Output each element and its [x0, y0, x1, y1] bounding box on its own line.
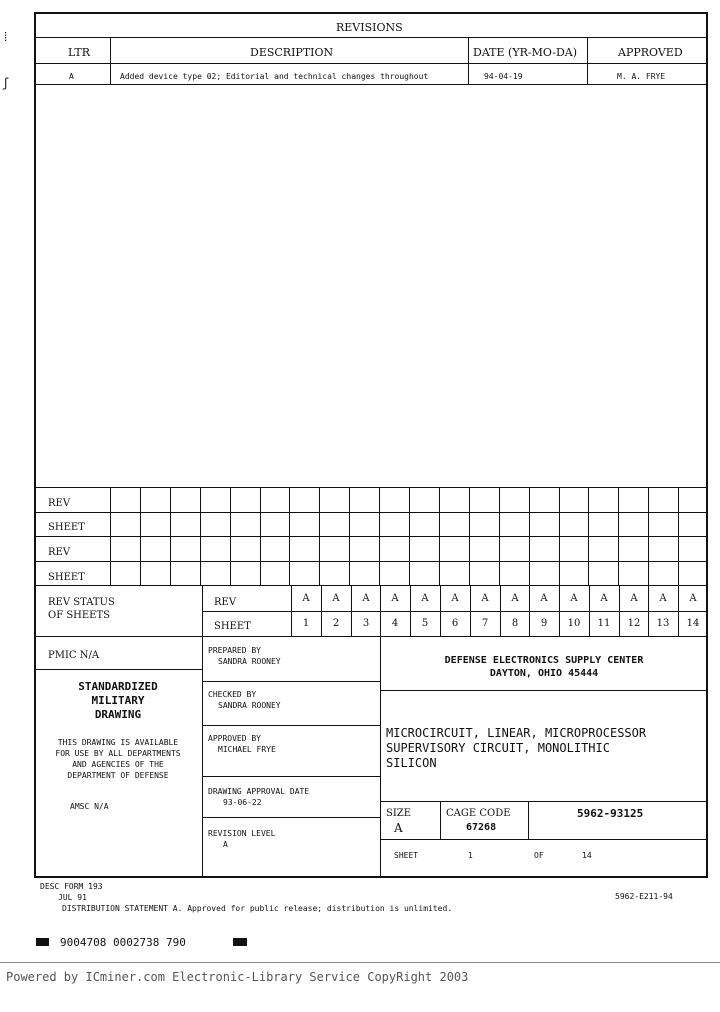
status-rev-cell: A [600, 593, 608, 604]
rev-status-label-1: REV STATUS [48, 597, 115, 608]
revision-approved: M. A. FRYE [617, 72, 666, 81]
document-code: 5962-E211-94 [615, 892, 673, 901]
availability-line-4: DEPARTMENT OF DEFENSE [67, 771, 169, 780]
agency-line-1: DEFENSE ELECTRONICS SUPPLY CENTER [444, 655, 644, 666]
status-rev-cell: A [630, 593, 638, 604]
smd-title-3: DRAWING [94, 708, 142, 721]
status-rev-cell: A [570, 593, 578, 604]
grid-col-line [678, 487, 679, 585]
grid-col-line [260, 487, 261, 585]
revisions-title: REVISIONS [336, 21, 403, 34]
status-sheet-cell: 12 [627, 618, 641, 629]
rev-status-rev-label: REV [214, 597, 237, 608]
grid-col-line [200, 487, 201, 585]
grid-col-line [409, 487, 410, 585]
title-line-2: SUPERVISORY CIRCUIT, MONOLITHIC [386, 741, 610, 755]
sheet-label: SHEET [394, 851, 419, 860]
status-rev-cell: A [421, 593, 429, 604]
sheet-of-label: OF [534, 851, 544, 860]
checked-label: CHECKED BY [208, 690, 257, 699]
prepared-label: PREPARED BY [208, 646, 261, 655]
barcode-text: 9004708 0002738 790 [60, 936, 186, 949]
grid-col-line [110, 487, 111, 585]
cage-label: CAGE CODE [446, 808, 511, 819]
grid-row-line [34, 561, 708, 562]
status-sheet-cell: 5 [421, 618, 429, 629]
footer-divider [0, 962, 720, 963]
grid-col-line [319, 487, 320, 585]
status-sheet-cell: 3 [362, 618, 370, 629]
approved-label: APPROVED BY [208, 734, 261, 743]
grid-col-line [588, 487, 589, 585]
status-rev-cell: A [362, 593, 370, 604]
rev-status-label-2: OF SHEETS [48, 610, 111, 621]
distribution-statement: DISTRIBUTION STATEMENT A. Approved for public release; distribution is unlimited. [62, 904, 453, 913]
availability-line-1: THIS DRAWING IS AVAILABLE [57, 738, 179, 747]
approved-name: MICHAEL FRYE [218, 745, 276, 754]
size-value: A [394, 821, 403, 835]
status-rev-cell: A [332, 593, 340, 604]
status-sheet-cell: 9 [540, 618, 548, 629]
status-sheet-cell: 6 [451, 618, 459, 629]
status-rev-cell: A [689, 593, 697, 604]
status-rev-cell: A [540, 593, 548, 604]
grid-col-line [349, 487, 350, 585]
revision-level-label: REVISION LEVEL [208, 829, 276, 838]
grid-label-rev-2: REV [48, 547, 71, 558]
drawing-number: 5962-93125 [577, 807, 644, 820]
size-label: SIZE [386, 808, 412, 819]
status-rev-cell: A [451, 593, 459, 604]
status-sheet-cell: 7 [481, 618, 489, 629]
availability-line-3: AND AGENCIES OF THE [72, 760, 164, 769]
revision-ltr: A [69, 72, 74, 81]
status-sheet-cell: 1 [302, 618, 310, 629]
revision-date: 94-04-19 [484, 72, 523, 81]
form-date: JUL 91 [58, 893, 87, 902]
grid-col-line [499, 487, 500, 585]
grid-label-rev-1: REV [48, 498, 71, 509]
status-rev-cell: A [481, 593, 489, 604]
margin-mark-icon: ʃ [2, 76, 10, 90]
grid-label-sheet-2: SHEET [48, 572, 85, 583]
rev-status-sheet-label: SHEET [214, 621, 251, 632]
status-sheet-cell: 11 [597, 618, 611, 629]
sheet-number: 1 [468, 851, 473, 860]
grid-col-line [289, 487, 290, 585]
status-sheet-cell: 8 [511, 618, 519, 629]
checked-name: SANDRA ROONEY [218, 701, 281, 710]
prepared-name: SANDRA ROONEY [218, 657, 281, 666]
form-number: DESC FORM 193 [40, 882, 103, 891]
grid-col-line [439, 487, 440, 585]
powered-by: Powered by ICminer.com Electronic-Library Service CopyRight 2003 [6, 970, 469, 984]
approval-date: 93-06-22 [223, 798, 262, 807]
grid-col-line [469, 487, 470, 585]
barcode-left-mark-icon [36, 938, 49, 946]
status-rev-cell: A [511, 593, 519, 604]
status-rev-cell: A [302, 593, 310, 604]
grid-col-line [648, 487, 649, 585]
description-header: DESCRIPTION [250, 46, 334, 59]
title-line-3: SILICON [386, 756, 437, 770]
grid-row-line [34, 512, 708, 513]
grid-row-line [34, 536, 708, 537]
pmic-label: PMIC N/A [48, 650, 100, 661]
status-sheet-cell: 10 [567, 618, 581, 629]
ltr-header: LTR [68, 46, 91, 59]
status-rev-cell: A [659, 593, 667, 604]
margin-mark-icon: ⁞ [2, 30, 10, 44]
grid-col-line [140, 487, 141, 585]
sheet-total: 14 [582, 851, 592, 860]
date-header: DATE (YR-MO-DA) [473, 46, 578, 59]
barcode-right-mark-icon [233, 938, 247, 946]
approval-date-label: DRAWING APPROVAL DATE [208, 787, 310, 796]
agency-line-2: DAYTON, OHIO 45444 [489, 668, 599, 679]
cage-value: 67268 [466, 822, 497, 833]
approved-header: APPROVED [618, 46, 683, 59]
grid-col-line [618, 487, 619, 585]
status-sheet-cell: 4 [391, 618, 399, 629]
grid-col-line [379, 487, 380, 585]
grid-col-line [230, 487, 231, 585]
amsc-label: AMSC N/A [70, 802, 109, 811]
status-rev-cell: A [391, 593, 399, 604]
grid-col-line [529, 487, 530, 585]
grid-col-line [170, 487, 171, 585]
status-sheet-cell: 2 [332, 618, 340, 629]
smd-title-2: MILITARY [91, 694, 145, 707]
revision-level: A [223, 840, 228, 849]
revision-description: Added device type 02; Editorial and technical changes throughout [120, 72, 429, 81]
availability-line-2: FOR USE BY ALL DEPARTMENTS [55, 749, 181, 758]
status-sheet-cell: 13 [656, 618, 670, 629]
status-sheet-cell: 14 [686, 618, 700, 629]
title-line-1: MICROCIRCUIT, LINEAR, MICROPROCESSOR [386, 726, 647, 740]
smd-title-1: STANDARDIZED [78, 680, 158, 693]
grid-col-line [559, 487, 560, 585]
grid-label-sheet-1: SHEET [48, 522, 85, 533]
